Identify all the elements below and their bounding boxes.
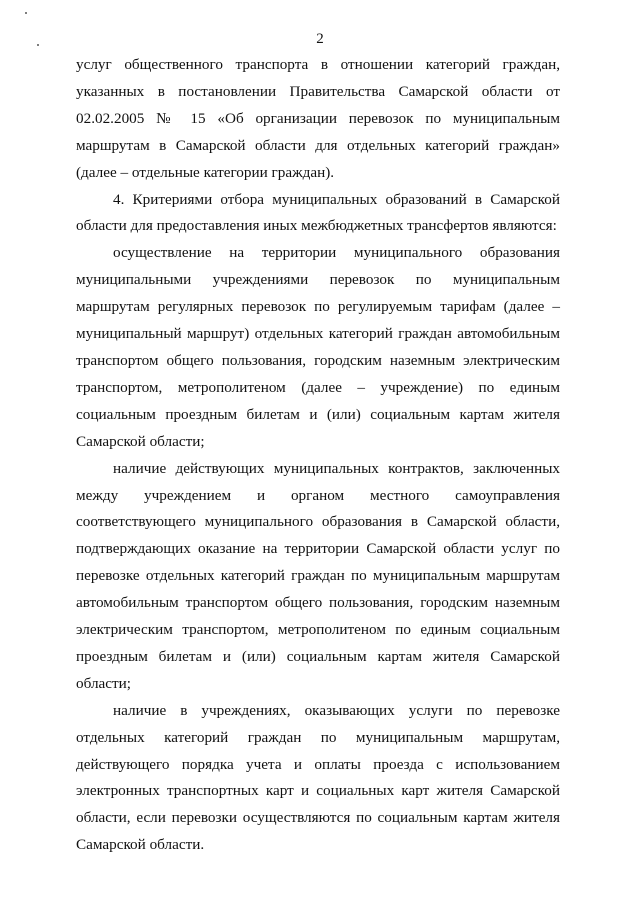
paragraph-criterion-contracts: наличие действующих муниципальных контрактов, заключенных между учреждением и органом местного самоуправления соответствующего муниципального образования в Самарской области, подтверждающих оказание на территории Самарской области услуг по перевозке отдельных категорий граждан по муниципальным маршрутам автомобильным транспортом общего пользования, городским наземным электрическим транспортом, метрополитеном по единым социальным проездным билетам и (или) социальным картам жителя Самарской области; bbox=[76, 459, 560, 692]
paragraph-continuation: услуг общественного транспорта в отношении категорий граждан, указанных в постановлении Правительства Самарской области от 02.02.2005 № 15 «Об организации перевозок по муниципальным маршрутам в Самарской области для отдельных категорий граждан» (далее – отдельные категории граждан). bbox=[76, 56, 560, 181]
document-body bbox=[76, 52, 560, 859]
page-number: 2 bbox=[316, 31, 324, 47]
paragraph-criteria-intro: 4. Критериями отбора муниципальных образований в Самарской области для предоставления иных межбюджетных трансфертов являются: bbox=[76, 190, 560, 235]
scan-speck bbox=[25, 12, 27, 14]
paragraph-criterion-transport: осуществление на территории муниципального образования муниципальными учреждениями перевозок по муниципальным маршрутам регулярных перевозок по регулируемым тарифам (далее – муниципальный маршрут) отдельных категорий граждан автомобильным транспортом общего пользования, городским наземным электрическим транспортом, метрополитеном (далее – учреждение) по единым социальным проездным билетам и (или) социальным картам жителя Самарской области; bbox=[76, 244, 560, 450]
paragraph-criterion-payment: наличие в учреждениях, оказывающих услуги по перевозке отдельных категорий граждан по муниципальным маршрутам, действующего порядка учета и оплаты проезда с использованием электронных транспортных карт и социальных карт жителя Самарской области, если перевозки осуществляются по социальным картам жителя Самарской области. bbox=[76, 701, 560, 854]
